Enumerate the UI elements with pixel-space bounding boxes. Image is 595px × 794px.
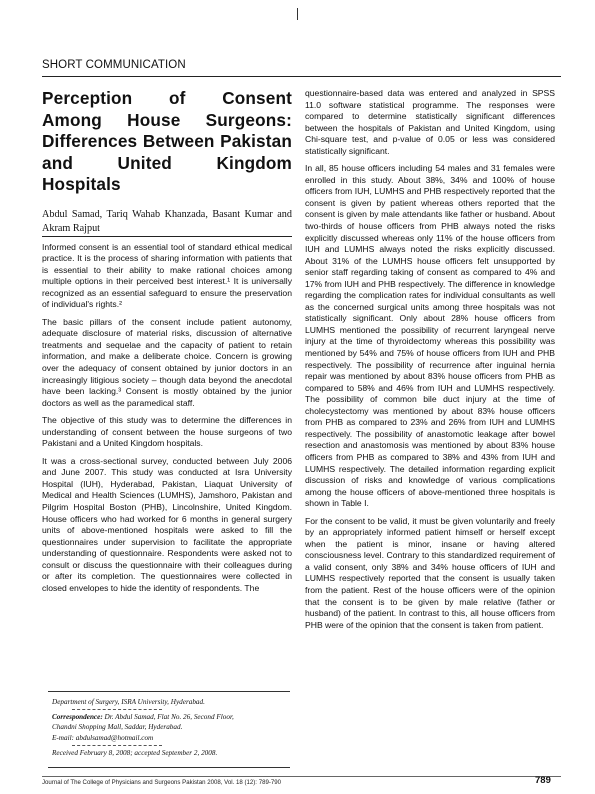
author-list: Abdul Samad, Tariq Wahab Khanzada, Basant Kumar and Akram Rajput — [42, 208, 292, 234]
body-paragraph: For the consent to be valid, it must be given voluntarily and freely by an appropriately informed patient himself or herself except when the patient is minor, insane or having altered consciousness level. Contrary to this standardized requirement of a valid consent, only 38% and 34% house officers of IUH and LUMHS respectively reported that the consent is usually taken from the patient. Rest of the house officers were of the opinion that the consent is to be given by male relative (father or husband) of the patient. In contrast to this, all house officers from PHB were of the opinion that the consent is taken from patient. — [305, 515, 555, 630]
page-top-tick — [297, 8, 298, 20]
body-paragraph: Informed consent is an essential tool of standard ethical medical practice. It is the process of sharing information with patients that is essential to their ability to make rational choices among multiple options in their perceived best interest.¹ It is universally recognized as an essential safeguard to ensure the preservation of individual's rights.² — [42, 241, 292, 310]
footer-rule — [42, 776, 561, 777]
right-column — [305, 88, 555, 637]
footnote-received: Received February 8, 2008; accepted September 2, 2008. — [52, 748, 218, 757]
section-rule — [42, 76, 561, 77]
journal-footer: Journal of The College of Physicians and Surgeons Pakistan 2008, Vol. 18 (12): 789-790 — [42, 779, 282, 786]
footnote-email: E-mail: abdulsamad@hotmail.com — [52, 733, 154, 742]
footnote-affiliation: Department of Surgery, ISRA University, Hyderabad. — [52, 698, 205, 706]
body-paragraph: The basic pillars of the consent include patient autonomy, adequate disclosure of material risks, discussion of alternative treatments and sequelae and the capacity of patient to retain information, and make a deliberate choice. Concern is growing over the adequacy of consent obtained by junior doctors in an increasingly litigious society – though data beyond the anecdotal have been lacking.³ Consent is mostly obtained by the junior doctors as well as the paramedical staff. — [42, 316, 292, 408]
section-label: SHORT COMMUNICATION — [42, 59, 186, 71]
page-number: 789 — [535, 775, 551, 786]
footnote-correspondence — [52, 712, 284, 722]
author-rule — [42, 236, 292, 237]
correspondence-address: Dr. Abdul Samad, Flat No. 26, Second Floor, — [102, 713, 234, 722]
body-paragraph: questionnaire-based data was entered and analyzed in SPSS 11.0 software statistical programme. The responses were compared to determine statistically significant differences between the hospitals of Pakistan and United Kingdom, using Chi-square test, and p-value of 0.05 or less was considered statistically significant. — [305, 88, 555, 156]
left-column — [42, 88, 292, 600]
footnote-address-line: Chandni Shopping Mall, Saddar, Hyderabad. — [52, 723, 183, 732]
correspondence-label: Correspondence: — [52, 713, 103, 722]
footnote-box — [52, 697, 284, 758]
article-title: Perception of Consent Among House Surgeons: Differences Between Pakistan and United Kingdom Hospitals — [42, 88, 292, 194]
footnote-rule-bottom — [48, 767, 290, 768]
footnote-rule-top — [48, 691, 290, 692]
footnote-separator — [72, 745, 162, 746]
body-paragraph: In all, 85 house officers including 54 males and 31 females were enrolled in this study. About 38%, 34% and 100% of house officers from IUH, LUMHS and PHB respectively reported that the consent is given by patient whereas others reported that the consent is given by male attendants like father or husband. About two-thirds of house officers from PHB always noted the risks explicitly discussed whereas only 11% of the house officers from IUH and LUMHS always noted the risks explicitly discussed. About 31% of the LUMHS house officers felt unsupported by senior staff regarding taking of consent as compared to 4% and 17% from IUH and PHB respectively. The difference in knowledge regarding the complication rates for individual consultants as well as the concerned surgical units among three hospitals was not statistically significant. Only about 28% house officers from LUMHS mentioned the possibility of recurrent laryngeal nerve injury at the time of thyroidectomy whereas this possibility was mentioned by 54% and 75% of house officers from IUH and PHB respectively. The possibility of recurrence after inguinal hernia repair was mentioned by about 83% house officers from PHB as compared to 58% and 46% from IUH and LUMHS respectively. The possibility of common bile duct injury at the time of cholecystectomy was mentioned by about 83% house officers from PHB as compared to 23% and 26% from IUH and LUMHS respectively. The possibility of anastomotic leakage after bowel resection and anastomosis was mentioned by about 83% house officers from PHB as compared to 38% and 43% from IUH and LUMHS respectively. The detailed information regarding explicit discussion of risks and knowledge of various complications among the house officers of above-mentioned three hospitals is shown in Table I. — [305, 163, 555, 509]
footnote-separator — [72, 709, 162, 710]
body-paragraph: The objective of this study was to determine the differences in understanding of consent between the house surgeons of two Pakistani and a United Kingdom hospitals. — [42, 415, 292, 449]
body-paragraph: It was a cross-sectional survey, conducted between July 2006 and June 2007. This study was conducted at Isra University Hospital (IUH), Hyderabad, Pakistan, Liaquat University of Medical and Health Sciences (LUMHS), Jamshoro, Pakistan and Pilgrim Hospital Boston (PHB), Lincolnshire, United Kingdom. House officers who had worked for 6 months in general surgery units of above-mentioned hospitals were asked to fill the questionnaires under supervision to facilitate the appropriate understanding of questionnaire. Respondents were asked not to consult or discuss the questionnaire with their colleagues during or after its completion. The questionnaires were collected in closed envelopes to hide the identity of respondents. The — [42, 455, 292, 593]
